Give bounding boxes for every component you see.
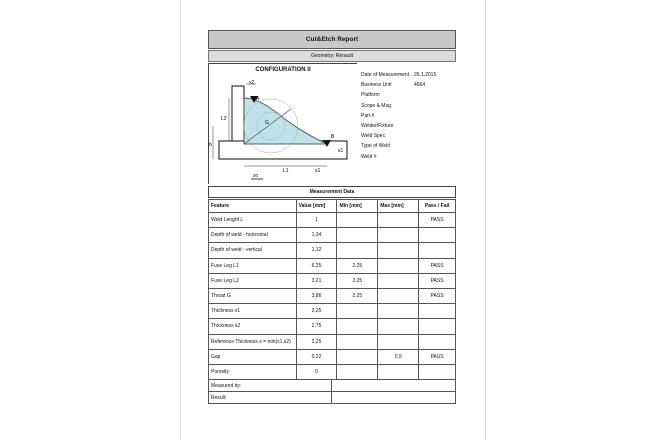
scale-label: 20 bbox=[253, 173, 259, 178]
cell-pass-fail bbox=[419, 304, 456, 319]
meta-value: 4664 bbox=[414, 82, 426, 89]
cell-value: 1 bbox=[296, 213, 337, 228]
cell-min bbox=[337, 349, 378, 364]
signoff-row bbox=[209, 380, 456, 392]
header-pass-fail: Pass / Fail bbox=[419, 200, 456, 213]
cell-min bbox=[337, 334, 378, 349]
cell-value: 2,25 bbox=[296, 304, 337, 319]
measurement-data-title: Measurement Data bbox=[208, 186, 456, 198]
configuration-title: CONFIGURATION II bbox=[255, 67, 311, 73]
cell-feature: Weld Lenght L bbox=[209, 213, 297, 228]
cell-pass-fail: PASS bbox=[419, 288, 456, 303]
report-page bbox=[180, 0, 486, 440]
cell-feature: Reference Thickness s = min(s1,s2) bbox=[209, 334, 297, 349]
configuration-panel bbox=[208, 63, 357, 184]
weld-fillet bbox=[244, 98, 327, 144]
cell-feature: Porosity bbox=[209, 364, 297, 379]
cell-pass-fail: PASS bbox=[419, 349, 456, 364]
cell-pass-fail: PASS bbox=[419, 258, 456, 273]
meta-label: Type of Weld bbox=[361, 143, 391, 150]
table-header-row bbox=[209, 200, 456, 213]
meta-label: Platform bbox=[361, 92, 380, 99]
table-row bbox=[209, 334, 456, 349]
cell-max bbox=[378, 319, 419, 334]
header-max: Max [mm] bbox=[378, 200, 419, 213]
cell-feature: Gap bbox=[209, 349, 297, 364]
cell-pass-fail bbox=[419, 319, 456, 334]
cell-feature: Depth of weld - horizontal bbox=[209, 228, 297, 243]
cell-max bbox=[378, 213, 419, 228]
signoff-row bbox=[209, 392, 456, 404]
table-row bbox=[209, 273, 456, 288]
meta-label: Part # bbox=[361, 112, 375, 119]
label-s1: s1 bbox=[315, 168, 321, 174]
label-l1: L1 bbox=[283, 168, 289, 174]
result-field[interactable] bbox=[331, 392, 455, 404]
cell-value: 6,25 bbox=[296, 258, 337, 273]
cell-feature: Depth of weld - vertical bbox=[209, 243, 297, 258]
cell-min bbox=[337, 319, 378, 334]
table-row bbox=[209, 243, 456, 258]
meta-label: Business Unit bbox=[361, 82, 392, 89]
vertical-plate bbox=[232, 86, 244, 141]
header-min: Min [mm] bbox=[337, 200, 378, 213]
label-l2: L2 bbox=[221, 116, 227, 122]
table-row bbox=[209, 288, 456, 303]
cell-max bbox=[378, 273, 419, 288]
cell-min bbox=[337, 228, 378, 243]
cell-max bbox=[378, 334, 419, 349]
cell-min: 2,25 bbox=[337, 258, 378, 273]
header-value: Value [mm] bbox=[296, 200, 337, 213]
label-b-right: B bbox=[331, 134, 335, 140]
header-feature: Feature bbox=[209, 200, 297, 213]
meta-label: Weld # bbox=[361, 153, 377, 160]
label-s1-right: s1 bbox=[338, 148, 344, 154]
geometry-label: Geometry: Renault bbox=[208, 50, 456, 62]
meta-label: Weld Spec bbox=[361, 133, 386, 140]
cell-max bbox=[378, 243, 419, 258]
cell-value: 1,12 bbox=[296, 243, 337, 258]
cell-value: 2,25 bbox=[296, 334, 337, 349]
measurement-table bbox=[208, 199, 456, 380]
cell-feature: Fuse Leg L1 bbox=[209, 258, 297, 273]
cell-value: 3,21 bbox=[296, 273, 337, 288]
meta-label: Date of Measurement bbox=[361, 72, 410, 78]
label-s2-top: s2 bbox=[249, 80, 255, 86]
signoff-table bbox=[208, 379, 456, 404]
cell-value: 2,75 bbox=[296, 319, 337, 334]
cell-value: 1,34 bbox=[296, 228, 337, 243]
measured-by-field[interactable] bbox=[331, 380, 455, 392]
cell-pass-fail bbox=[419, 364, 456, 379]
cell-pass-fail bbox=[419, 228, 456, 243]
cell-pass-fail bbox=[419, 243, 456, 258]
meta-value: 26.1.2015 bbox=[414, 72, 437, 78]
cell-max: 0,9 bbox=[378, 349, 419, 364]
weld-cross-section-diagram bbox=[211, 76, 357, 182]
cell-feature: Thickness s2 bbox=[209, 319, 297, 334]
table-row bbox=[209, 349, 456, 364]
cell-max bbox=[378, 304, 419, 319]
cell-min bbox=[337, 304, 378, 319]
table-row bbox=[209, 213, 456, 228]
label-g: G bbox=[265, 120, 269, 126]
report-title: Cut&Etch Report bbox=[208, 30, 456, 49]
cell-max bbox=[378, 288, 419, 303]
cell-min: 2,25 bbox=[337, 273, 378, 288]
cell-feature: Fuse Leg L2 bbox=[209, 273, 297, 288]
table-row bbox=[209, 258, 456, 273]
table-row bbox=[209, 304, 456, 319]
cell-pass-fail bbox=[419, 334, 456, 349]
cell-value: 0,22 bbox=[296, 349, 337, 364]
cell-min bbox=[337, 364, 378, 379]
cell-feature: Thickness s1 bbox=[209, 304, 297, 319]
table-row bbox=[209, 319, 456, 334]
cell-max bbox=[378, 364, 419, 379]
cell-min: 2,25 bbox=[337, 288, 378, 303]
cell-max bbox=[378, 258, 419, 273]
measured-by-label: Measured by: bbox=[209, 380, 332, 392]
meta-label: Scope & Mag. bbox=[361, 102, 393, 109]
cell-pass-fail: PASS bbox=[419, 213, 456, 228]
table-row bbox=[209, 364, 456, 379]
table-row bbox=[209, 228, 456, 243]
cell-min bbox=[337, 213, 378, 228]
cell-pass-fail: PASS bbox=[419, 273, 456, 288]
cell-min bbox=[337, 243, 378, 258]
cell-value: 3,86 bbox=[296, 288, 337, 303]
meta-label: Welder/Fixture bbox=[361, 122, 394, 129]
label-b: b bbox=[209, 142, 212, 148]
cell-feature: Throat G bbox=[209, 288, 297, 303]
cell-value: 0 bbox=[296, 364, 337, 379]
result-label: Result: bbox=[209, 392, 332, 404]
cell-max bbox=[378, 228, 419, 243]
label-a: A bbox=[256, 96, 260, 102]
